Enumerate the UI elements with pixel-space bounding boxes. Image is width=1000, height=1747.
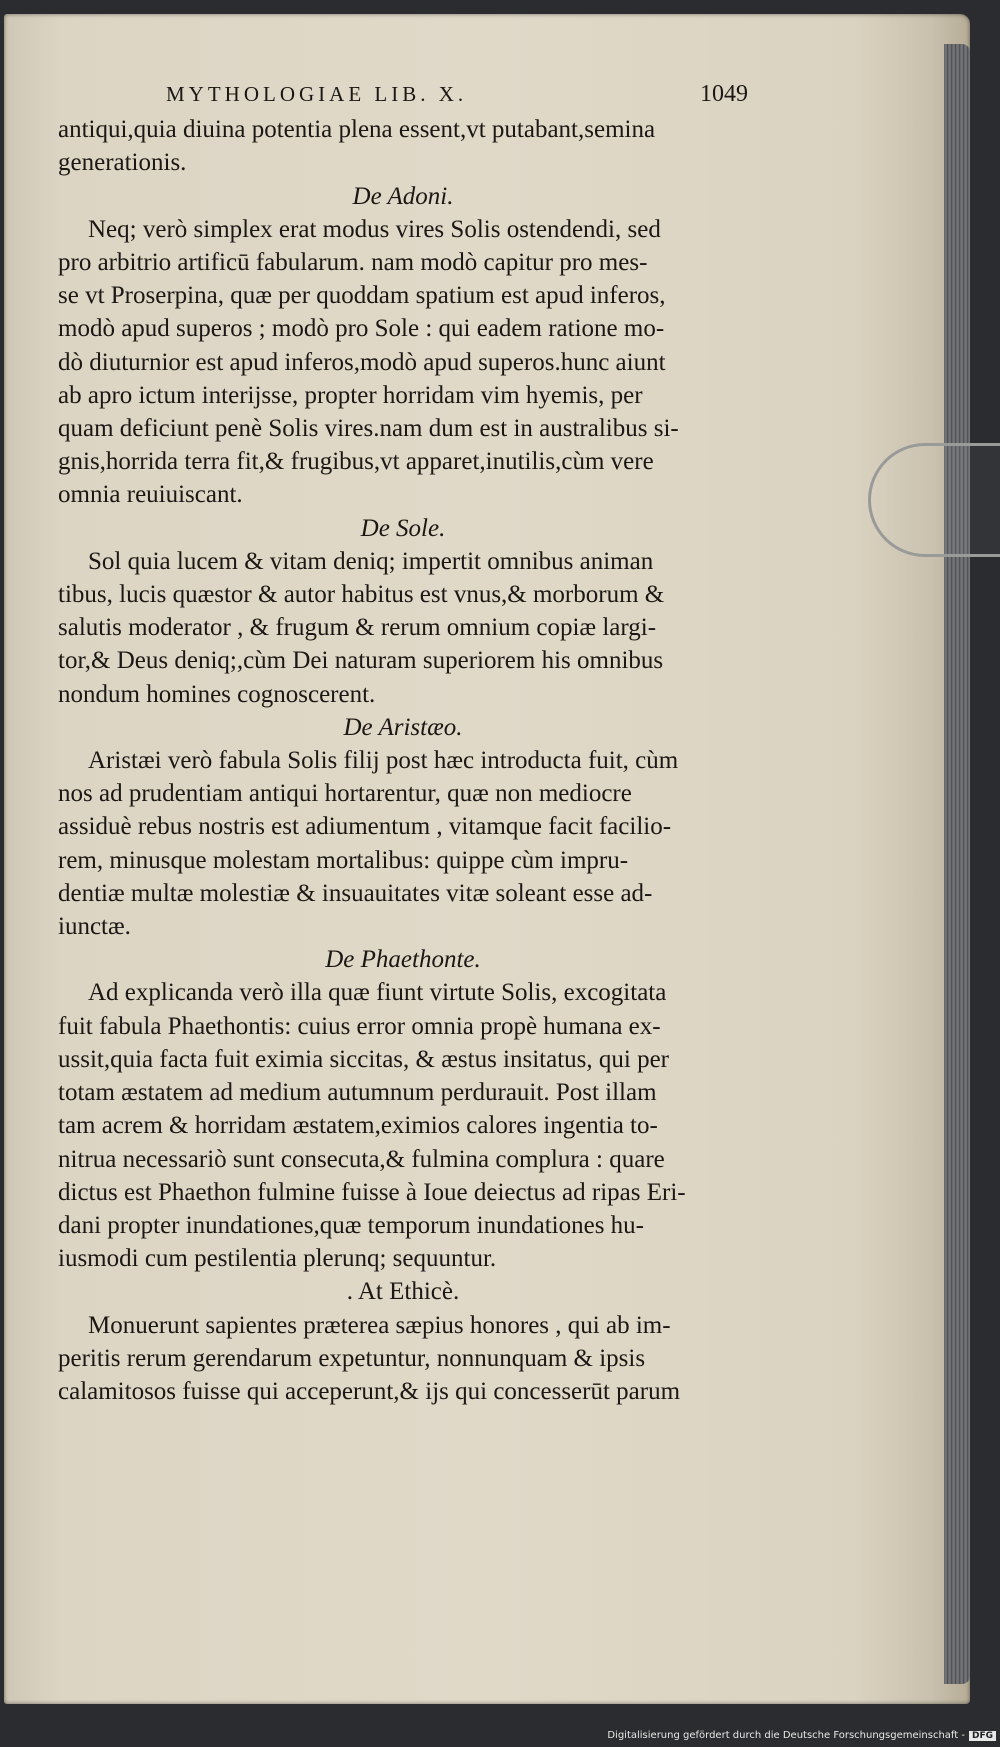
text-line: quam deficiunt penè Solis vires.nam dum est in australibus si-: [58, 415, 679, 443]
text-line: dò diuturnior est apud inferos,modò apud superos.hunc aiunt: [58, 348, 666, 376]
text-line: Neq; verò simplex erat modus vires Solis ostendendi, sed: [88, 215, 661, 243]
text-line: omnia reuiuiscant.: [58, 481, 243, 509]
text-line: gnis,horrida terra fit,& frugibus,vt apparet,inutilis,cùm vere: [58, 448, 654, 476]
text-line: fuit fabula Phaethontis: cuius error omnia propè humana ex-: [58, 1012, 661, 1040]
section-heading: . At Ethicè.: [346, 1278, 460, 1306]
text-line: nondum homines cognoscerent.: [58, 680, 376, 708]
credit-text: Digitalisierung gefördert durch die Deutsche Forschungsgemeinschaft -: [607, 1730, 965, 1741]
page-text: [58, 78, 748, 1408]
text-line: tor,& Deus deniq;,cùm Dei naturam superiorem his omnibus: [58, 647, 664, 675]
text-line: tam acrem & horridam æstatem,eximios calores ingentia to-: [58, 1112, 658, 1140]
text-line: nitrua necessariò sunt consecuta,& fulmina complura : quare: [58, 1145, 665, 1173]
running-head: [58, 78, 748, 111]
text-line: salutis moderator , & frugum & rerum omnium copiæ largi-: [58, 614, 657, 642]
text-line: ab apro ictum interijsse, propter horridam vim hyemis, per: [58, 381, 643, 409]
text-line: nos ad prudentiam antiqui hortarentur, quæ non mediocre: [58, 780, 632, 808]
text-line: Ad explicanda verò illa quæ fiunt virtute Solis, excogitata: [88, 979, 667, 1007]
text-line: dani propter inundationes,quæ temporum inundationes hu-: [58, 1211, 645, 1239]
text-line: generationis.: [58, 149, 187, 177]
section-heading: De Adoni.: [352, 182, 454, 210]
text-line: dictus est Phaethon fulmine fuisse à Ioue deiectus ad ripas Eri-: [58, 1178, 686, 1206]
text-line: antiqui,quia diuina potentia plena essent,vt putabant,semina: [58, 116, 656, 144]
text-line: tibus, lucis quæstor & autor habitus est vnus,& morborum &: [58, 581, 665, 609]
digitization-credit: [607, 1730, 996, 1741]
section-heading: De Aristæo.: [343, 713, 463, 741]
text-line: ussit,quia facta fuit eximia siccitas, & æstus insitatus, qui per: [58, 1045, 670, 1073]
text-line: Sol quia lucem & vitam deniq; impertit omnibus animan: [88, 547, 654, 575]
text-line: assiduè rebus nostris est adiumentum , vitamque facit facilio-: [58, 813, 672, 841]
dfg-logo: DFG: [969, 1731, 996, 1741]
text-line: iunctæ.: [58, 913, 131, 941]
section-heading: De Sole.: [360, 514, 446, 542]
text-line: se vt Proserpina, quæ per quoddam spatium est apud inferos,: [58, 282, 666, 310]
text-line: rem, minusque molestam mortalibus: quippe cùm impru-: [58, 846, 629, 874]
text-line: Aristæi verò fabula Solis filij post hæc introducta fuit, cùm: [88, 747, 679, 775]
text-line: dentiæ multæ molestiæ & insuauitates vitæ soleant esse ad-: [58, 879, 653, 907]
section-heading: De Phaethonte.: [325, 946, 481, 974]
text-line: pro arbitrio artificū fabularum. nam modò capitur pro mes-: [58, 249, 648, 277]
text-line: totam æstatem ad medium autumnum perdurauit. Post illam: [58, 1079, 657, 1107]
running-head-title: MYTHOLOGIAE LIB. X.: [166, 82, 468, 106]
page-edges: [944, 44, 970, 1684]
text-line: iusmodi cum pestilentia plerunq; sequuntur.: [58, 1245, 497, 1273]
text-line: peritis rerum gerendarum expetuntur, nonnunquam & ipsis: [58, 1344, 646, 1372]
page-number: 1049: [700, 81, 748, 107]
text-line: modò apud superos ; modò pro Sole : qui eadem ratione mo-: [58, 315, 665, 343]
text-line: calamitosos fuisse qui acceperunt,& ijs qui concesserūt parum: [58, 1377, 681, 1405]
text-line: Monuerunt sapientes præterea sæpius honores , qui ab im-: [88, 1311, 671, 1339]
page-clip: [868, 443, 1000, 557]
